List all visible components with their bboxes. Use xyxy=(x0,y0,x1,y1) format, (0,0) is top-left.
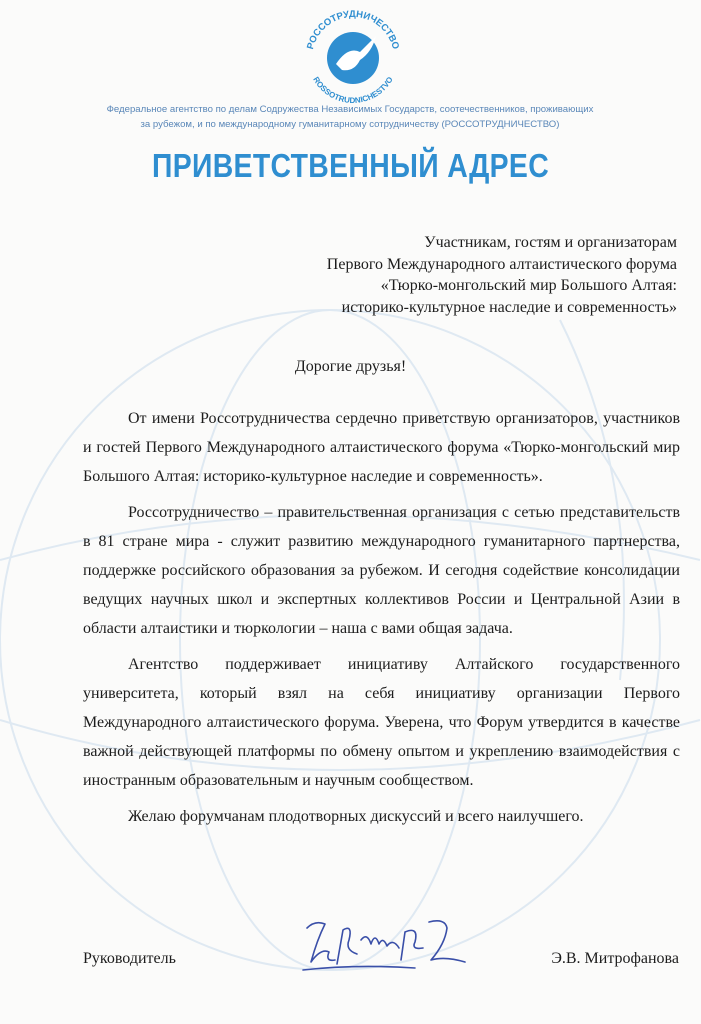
paragraph-1: От имени Россотрудничества сердечно приветствую организаторов, участников и гостей Первого Международного алтаистического форума «Тюрко-монгольский мир Большого Алтая: историко-культурное наследие и современность». xyxy=(83,410,680,486)
handwritten-signature xyxy=(295,910,470,980)
addressee-line-4: историко-культурное наследие и современность» xyxy=(341,298,677,316)
rossotrudnichestvo-logo xyxy=(298,6,408,106)
greeting: Дорогие друзья! xyxy=(294,358,407,375)
agency-line-2: за рубежом, и по международному гуманитарному сотрудничеству (РОССОТРУДНИЧЕСТВО) xyxy=(140,119,560,130)
agency-name xyxy=(60,102,640,132)
signer-role: Руководитель xyxy=(83,950,176,967)
addressee-block xyxy=(217,232,677,318)
document-title: ПРИВЕТСТВЕННЫЙ АДРЕС xyxy=(151,147,550,184)
logo-bottom-text: ROSSOTRUDNICHESTVO xyxy=(311,75,395,106)
paragraph-3: Агентство поддерживает инициативу Алтайского государственного университета, который взял на себя инициативу организации Первого Международного алтаистического форума. Уверена, что Форум утвердится в качестве важной действующей платформы по обмену опытом и укреплению взаимодействия с иностранным образовательным и научным сообществом. xyxy=(83,655,680,790)
agency-line-1: Федеральное агентство по делам Содружества Независимых Государств, соотечественников, проживающих xyxy=(106,104,594,115)
signer-name: Э.В. Митрофанова xyxy=(551,950,679,967)
paragraph-2: Россотрудничество – правительственная организация с сетью представительств в 81 стране мира - служит развитию международного гуманитарного партнерства, поддержке российского образования за рубежом. И сегодня содействие консолидации ведущих научных школ и экспертных коллективов России и Центральной Азии в области алтаистики и тюркологии – наша с вами общая задача. xyxy=(83,503,680,638)
addressee-line-2: Первого Международного алтаистического форума xyxy=(326,255,677,273)
paragraph-4: Желаю форумчанам плодотворных дискуссий и всего наилучшего. xyxy=(128,807,584,825)
addressee-line-1: Участникам, гостям и организаторам xyxy=(424,234,677,251)
addressee-line-3: «Тюрко-монгольский мир Большого Алтая: xyxy=(380,277,677,294)
letter-body xyxy=(83,404,680,831)
logo-top-text: РОССОТРУДНИЧЕСТВО xyxy=(305,8,401,51)
